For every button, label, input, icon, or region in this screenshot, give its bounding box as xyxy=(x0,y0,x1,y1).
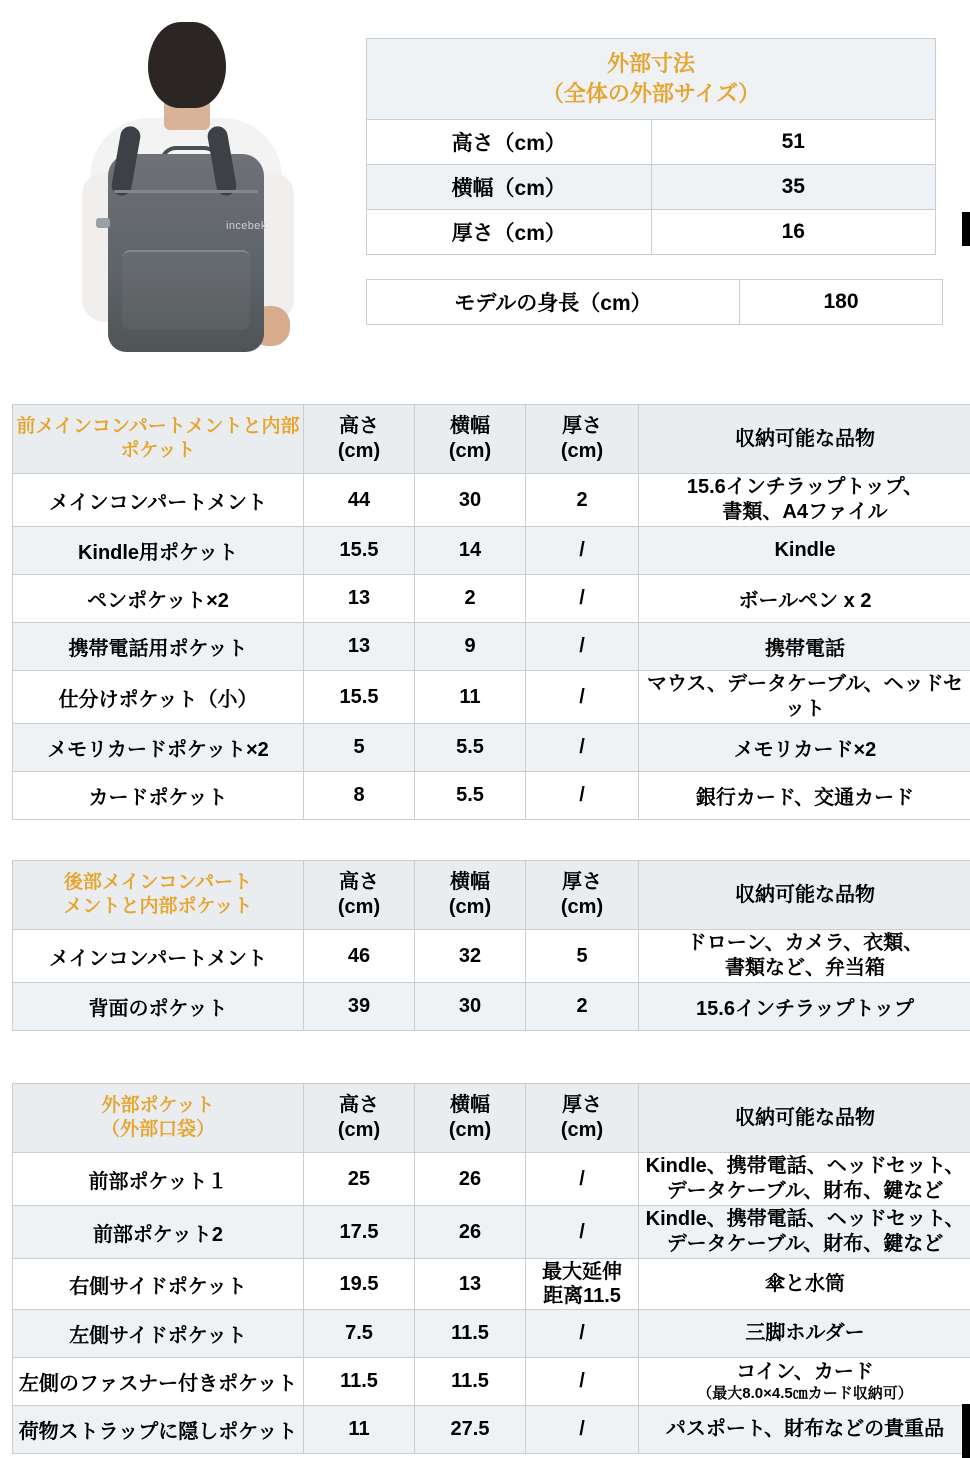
header-height-l1: 高さ xyxy=(339,1094,379,1116)
header-depth xyxy=(526,405,639,474)
table-row xyxy=(367,120,936,165)
row-height: 15.5 xyxy=(304,527,415,575)
table-row xyxy=(367,210,936,255)
header-name-l2: （外部口袋） xyxy=(100,1119,215,1140)
row-items: パスポート、財布などの貴重品 xyxy=(639,1406,970,1454)
table-row xyxy=(367,39,936,120)
table-row xyxy=(13,1310,970,1358)
row-items-l1: 15.6インチラップトップ、 xyxy=(686,476,924,498)
header-name-l2: メントと内部ポケット xyxy=(63,896,253,917)
header-width-l1: 横幅 xyxy=(450,415,490,437)
model-head xyxy=(148,22,226,108)
table-row xyxy=(13,1259,970,1310)
row-height: 39 xyxy=(304,983,415,1031)
row-items-l1: Kindle、携帯電話、ヘッドセット、 xyxy=(645,1208,965,1230)
table-row xyxy=(13,983,970,1031)
row-items: 銀行カード、交通カード xyxy=(639,772,970,820)
row-depth: / xyxy=(526,772,639,820)
header-name-text: 前メインコンパートメントと内部ポケット xyxy=(16,416,300,461)
row-items: 携帯電話 xyxy=(639,623,970,671)
header-items: 収納可能な品物 xyxy=(639,1084,970,1153)
row-items: メモリカード×2 xyxy=(639,724,970,772)
table-row xyxy=(13,1358,970,1406)
spacer xyxy=(0,820,970,860)
header-height-l2: (cm) xyxy=(337,440,381,462)
row-width: 30 xyxy=(415,474,526,527)
header-depth xyxy=(526,861,639,930)
row-depth-l2: 距离11.5 xyxy=(543,1285,621,1307)
row-height: 13 xyxy=(304,623,415,671)
header-height xyxy=(304,861,415,930)
row-depth: / xyxy=(526,1358,639,1406)
front-compartment-section xyxy=(0,404,970,820)
row-height: 11 xyxy=(304,1406,415,1454)
row-height: 8 xyxy=(304,772,415,820)
header-width-l1: 横幅 xyxy=(450,1094,490,1116)
backpack-seam xyxy=(114,190,258,193)
row-width: 9 xyxy=(415,623,526,671)
row-depth: 2 xyxy=(526,983,639,1031)
edge-artifact-bottom xyxy=(962,1404,970,1458)
header-height-l1: 高さ xyxy=(339,871,379,893)
table-row xyxy=(13,527,970,575)
row-depth: 5 xyxy=(526,930,639,983)
header-width-l2: (cm) xyxy=(448,896,492,918)
outer-dimensions-title-line2: （全体の外部サイズ） xyxy=(541,81,761,106)
row-depth: / xyxy=(526,1206,639,1259)
row-depth: / xyxy=(526,1406,639,1454)
row-depth-l1: 最大延伸 xyxy=(542,1261,622,1283)
header-height xyxy=(304,1084,415,1153)
row-depth: / xyxy=(526,575,639,623)
row-name: 左側のファスナー付きポケット xyxy=(13,1358,304,1406)
backpack-front-panel xyxy=(122,250,250,330)
header-height-l1: 高さ xyxy=(339,415,379,437)
edge-artifact-top xyxy=(962,212,970,246)
outer-row-label: 高さ（cm） xyxy=(367,120,652,165)
spacer xyxy=(0,1031,970,1083)
top-section xyxy=(0,0,970,364)
row-height: 13 xyxy=(304,575,415,623)
header-width-l2: (cm) xyxy=(448,1119,492,1141)
row-width: 26 xyxy=(415,1153,526,1206)
row-name: 携帯電話用ポケット xyxy=(13,623,304,671)
header-height xyxy=(304,405,415,474)
row-items: マウス、データケーブル、ヘッドセット xyxy=(639,671,970,724)
rear-compartment-section xyxy=(0,860,970,1031)
row-items-l2: 書類など、弁当箱 xyxy=(725,957,885,979)
row-items: 15.6インチラップトップ xyxy=(639,983,970,1031)
rear-compartment-table xyxy=(12,860,970,1031)
row-depth: / xyxy=(526,623,639,671)
header-height-l2: (cm) xyxy=(337,896,381,918)
header-depth-l1: 厚さ xyxy=(562,1094,602,1116)
row-name: メインコンパートメント xyxy=(13,474,304,527)
outer-pockets-table xyxy=(12,1083,970,1454)
outer-row-value: 51 xyxy=(651,120,936,165)
header-name xyxy=(13,861,304,930)
header-name xyxy=(13,405,304,474)
table-row xyxy=(13,671,970,724)
model-illustration xyxy=(52,22,302,362)
row-height: 25 xyxy=(304,1153,415,1206)
row-name: ペンポケット×2 xyxy=(13,575,304,623)
row-items xyxy=(639,930,970,983)
header-depth-l1: 厚さ xyxy=(562,415,602,437)
table-row xyxy=(13,930,970,983)
model-height-label: モデルの身長（cm） xyxy=(367,280,740,325)
header-depth-l1: 厚さ xyxy=(562,871,602,893)
row-name: 左側サイドポケット xyxy=(13,1310,304,1358)
row-depth: / xyxy=(526,724,639,772)
front-compartment-table xyxy=(12,404,970,820)
header-name-l1: 後部メインコンパート xyxy=(63,872,253,894)
table-header-row xyxy=(13,1084,970,1153)
row-height: 7.5 xyxy=(304,1310,415,1358)
row-height: 5 xyxy=(304,724,415,772)
row-height: 11.5 xyxy=(304,1358,415,1406)
row-items: ボールペン x 2 xyxy=(639,575,970,623)
row-name: カードポケット xyxy=(13,772,304,820)
backpack-logo: incebek xyxy=(226,220,267,232)
table-row xyxy=(13,575,970,623)
row-depth: 2 xyxy=(526,474,639,527)
row-height: 19.5 xyxy=(304,1259,415,1310)
row-width: 11 xyxy=(415,671,526,724)
outer-row-value: 16 xyxy=(651,210,936,255)
header-depth-l2: (cm) xyxy=(560,896,604,918)
outer-dimensions-title xyxy=(367,39,936,120)
row-name: 前部ポケット2 xyxy=(13,1206,304,1259)
table-row xyxy=(13,1406,970,1454)
row-depth: / xyxy=(526,1153,639,1206)
product-photo xyxy=(12,14,352,364)
row-height: 46 xyxy=(304,930,415,983)
row-items xyxy=(639,1358,970,1406)
header-width-l2: (cm) xyxy=(448,440,492,462)
row-items-l1: ドローン、カメラ、衣類、 xyxy=(686,932,924,954)
header-depth-l2: (cm) xyxy=(560,1119,604,1141)
row-name: 仕分けポケット（小） xyxy=(13,671,304,724)
outer-row-value: 35 xyxy=(651,165,936,210)
row-depth: / xyxy=(526,527,639,575)
model-height-table xyxy=(366,279,943,325)
top-right-tables xyxy=(352,14,958,364)
table-row xyxy=(13,724,970,772)
row-width: 2 xyxy=(415,575,526,623)
row-width: 30 xyxy=(415,983,526,1031)
header-name xyxy=(13,1084,304,1153)
row-height: 44 xyxy=(304,474,415,527)
row-width: 14 xyxy=(415,527,526,575)
row-depth: / xyxy=(526,671,639,724)
header-depth xyxy=(526,1084,639,1153)
table-header-row xyxy=(13,861,970,930)
row-items xyxy=(639,1206,970,1259)
row-width: 11.5 xyxy=(415,1310,526,1358)
row-width: 13 xyxy=(415,1259,526,1310)
row-items: Kindle xyxy=(639,527,970,575)
outer-pockets-section xyxy=(0,1083,970,1454)
row-width: 27.5 xyxy=(415,1406,526,1454)
header-height-l2: (cm) xyxy=(337,1119,381,1141)
row-width: 5.5 xyxy=(415,724,526,772)
row-items-l2: 書類、A4ファイル xyxy=(722,501,888,523)
outer-dimensions-title-line1: 外部寸法 xyxy=(606,51,695,77)
outer-row-label: 厚さ（cm） xyxy=(367,210,652,255)
row-name: 右側サイドポケット xyxy=(13,1259,304,1310)
row-depth: / xyxy=(526,1310,639,1358)
header-items: 収納可能な品物 xyxy=(639,405,970,474)
row-items: 傘と水筒 xyxy=(639,1259,970,1310)
row-items-l2: データケーブル、財布、鍵など xyxy=(666,1180,944,1202)
table-row xyxy=(367,280,943,325)
row-name: 背面のポケット xyxy=(13,983,304,1031)
row-name: 前部ポケット１ xyxy=(13,1153,304,1206)
row-depth xyxy=(526,1259,639,1310)
table-row xyxy=(13,474,970,527)
table-row xyxy=(13,1153,970,1206)
row-name: メモリカードポケット×2 xyxy=(13,724,304,772)
header-depth-l2: (cm) xyxy=(560,440,604,462)
spacer xyxy=(0,364,970,404)
header-width-l1: 横幅 xyxy=(450,871,490,893)
row-width: 11.5 xyxy=(415,1358,526,1406)
row-items xyxy=(639,474,970,527)
model-height-value: 180 xyxy=(740,280,943,325)
table-row xyxy=(13,1206,970,1259)
header-width xyxy=(415,405,526,474)
row-height: 17.5 xyxy=(304,1206,415,1259)
header-width xyxy=(415,1084,526,1153)
row-width: 5.5 xyxy=(415,772,526,820)
row-width: 26 xyxy=(415,1206,526,1259)
row-name: メインコンパートメント xyxy=(13,930,304,983)
header-name-l1: 外部ポケット xyxy=(101,1095,215,1117)
outer-row-label: 横幅（cm） xyxy=(367,165,652,210)
table-row xyxy=(13,772,970,820)
row-name: 荷物ストラップに隠しポケット xyxy=(13,1406,304,1454)
table-header-row xyxy=(13,405,970,474)
row-name: Kindle用ポケット xyxy=(13,527,304,575)
row-items-l1: コイン、カード xyxy=(736,1361,874,1383)
row-items xyxy=(639,1153,970,1206)
row-items-l2: （最大8.0×4.5㎝カード収納可） xyxy=(697,1385,913,1402)
header-width xyxy=(415,861,526,930)
row-items-l1: Kindle、携帯電話、ヘッドセット、 xyxy=(645,1155,965,1177)
row-items-l2: データケーブル、財布、鍵など xyxy=(666,1233,944,1255)
row-height: 15.5 xyxy=(304,671,415,724)
row-items: 三脚ホルダー xyxy=(639,1310,970,1358)
table-row xyxy=(13,623,970,671)
row-width: 32 xyxy=(415,930,526,983)
table-row xyxy=(367,165,936,210)
backpack-usb-port xyxy=(96,218,110,228)
outer-dimensions-table xyxy=(366,38,936,255)
header-items: 収納可能な品物 xyxy=(639,861,970,930)
